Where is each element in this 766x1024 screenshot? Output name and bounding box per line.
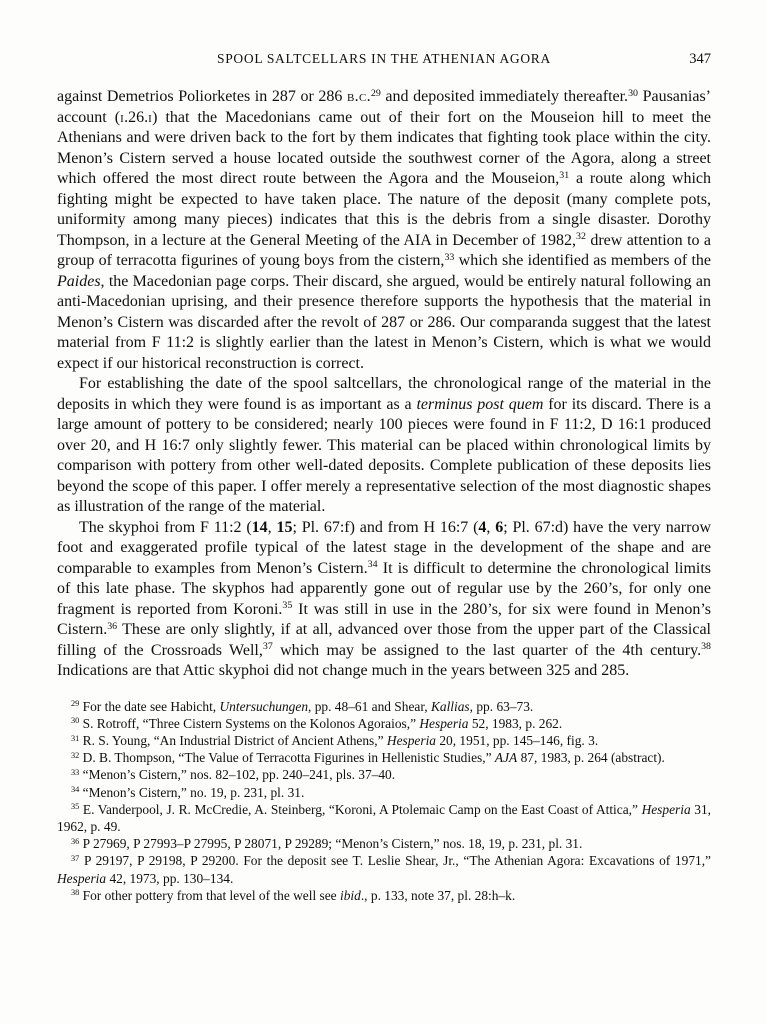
running-head (57, 51, 711, 67)
text-run: Paides (57, 272, 101, 290)
text-run: 4 (478, 518, 487, 536)
text-run: 20, 1951, pp. 145–146, fig. 3. (436, 732, 599, 748)
page-content (57, 0, 711, 904)
text-run: The skyphoi from F 11:2 ( (79, 518, 252, 536)
text-run: “Menon’s Cistern,” nos. 82–102, pp. 240–241, pls. 37–40. (82, 767, 396, 783)
text-run: Hesperia (386, 732, 436, 748)
footnote-ref: 38 (701, 641, 711, 653)
text-run: against Demetrios Poliorketes in 287 or 286 (57, 88, 348, 105)
footnote-number: 35 (71, 802, 80, 812)
text-run: Kallias (430, 698, 470, 714)
text-run: E. Vanderpool, J. R. McCredie, A. Steinberg, “Koroni, A Ptolemaic Camp on the East Coast of Attica,” (82, 801, 642, 817)
text-run: , the Macedonian page corps. Their discard, she argued, would be entirely natural following an anti-Macedonian uprising, and their presence therefore supports the hypothesis that the material in Menon’s Cistern was discarded after the revolt of 287 or 286. Our comparanda suggest that the latest material from F 11:2 is slightly earlier than the latest in Menon’s Cistern, which is what we would expect if our historical reconstruction is correct. (57, 272, 711, 372)
footnote-number: 30 (71, 716, 80, 726)
footnote (57, 784, 711, 801)
footnote (57, 887, 711, 904)
text-run: which may be assigned to the last quarter of the 4th century. (272, 641, 702, 659)
text-run: , (486, 518, 496, 536)
footnote (57, 852, 711, 886)
text-run: which she identified as members of the (454, 252, 712, 269)
text-run: i (120, 108, 125, 126)
text-run: Hesperia (419, 715, 469, 731)
text-run: “Menon’s Cistern,” no. 19, p. 231, pl. 31. (82, 784, 305, 800)
text-run: It was still in use in the 280’s, for six were found in Menon’s Cistern. (57, 600, 712, 638)
text-run: D. B. Thompson, “The Value of Terracotta Figurines in Hellenistic Studies,” (82, 750, 495, 766)
paragraph (57, 518, 711, 682)
footnote (57, 715, 711, 732)
text-run: , pp. 48–61 and Shear, (308, 698, 431, 714)
footnote-ref: 29 (370, 87, 381, 99)
text-run: ; Pl. 67:d) have the very narrow foot and exaggerated profile typical of the latest stage in the development of the shape and are comparable to examples from Menon’s Cistern. (57, 518, 712, 577)
footnote-number: 32 (71, 750, 80, 760)
text-run: 87, 1983, p. 264 (abstract). (517, 750, 665, 766)
text-run: and deposited immediately thereafter. (380, 88, 629, 105)
text-run: AJA (494, 750, 518, 766)
footnote-number: 29 (71, 699, 80, 709)
footnote-number: 37 (71, 854, 80, 864)
text-run: Indications are that Attic skyphoi did not change much in the years between 325 and 285. (57, 662, 630, 679)
text-run: 52, 1983, p. 262. (468, 715, 563, 731)
text-run: terminus post quem (416, 395, 544, 413)
footnote-ref: 36 (107, 620, 118, 632)
text-run: a route along which fighting might be expected to have taken place. The nature of the deposit (many complete pots, uniformity among many pieces) indicates that this is the debris from a single disaster. Dorothy Thompson, in a lecture at the General Meeting of the AIA in December of 1982, (57, 170, 712, 249)
text-run: for its discard. There is a large amount of pottery to be considered; nearly 100 pieces were found in F 11:2, D 16:1 produced over 20, and H 16:7 only slightly fewer. This material can be placed within chronological limits by comparison with pottery from other well-dated deposits. Complete publication of these deposits lies beyond the scope of this paper. I offer merely a representative selection of the most diagnostic shapes as illustration of the range of the material. (57, 395, 712, 515)
text-run: ibid (339, 887, 361, 903)
footnotes-list (57, 698, 711, 904)
running-head-title: SPOOL SALTCELLARS IN THE ATHENIAN AGORA (217, 51, 551, 66)
text-run: 42, 1973, pp. 130–134. (106, 870, 234, 886)
text-run: , (267, 518, 277, 536)
text-run: Hesperia (641, 801, 691, 817)
footnote (57, 766, 711, 783)
text-run: For establishing the date of the spool saltcellars, the chronological range of the material in the deposits in which they were found is as important as a (57, 375, 711, 413)
body-paragraphs (57, 87, 711, 682)
page-number: 347 (689, 51, 711, 67)
text-run: Pausanias’ account ( (57, 88, 712, 126)
paragraph (57, 87, 711, 374)
text-run: R. S. Young, “An Industrial District of Ancient Athens,” (82, 732, 387, 748)
footnote-number: 36 (71, 836, 80, 846)
footnote (57, 732, 711, 749)
text-run: For other pottery from that level of the well see (82, 887, 340, 903)
footnote-ref: 34 (367, 559, 378, 571)
footnote-ref: 32 (576, 231, 586, 243)
text-run: i (148, 108, 153, 126)
text-run: Untersuchungen (219, 698, 309, 714)
text-run: 15 (276, 518, 293, 536)
text-run: .26. (124, 108, 149, 126)
footnote (57, 698, 711, 715)
text-run: It is difficult to determine the chronological limits of this late phase. The skyphos had apparently gone out of regular use by the 260’s, for only one fragment is reported from Koroni. (57, 559, 712, 618)
text-run: , pp. 63–73. (469, 698, 534, 714)
footnote (57, 801, 711, 835)
footnote (57, 835, 711, 852)
footnote-number: 31 (71, 733, 80, 743)
text-run: drew attention to a group of terracotta figurines of young boys from the cistern, (57, 231, 711, 269)
footnote-ref: 33 (444, 251, 455, 263)
footnote (57, 749, 711, 766)
text-run: ) that the Macedonians came out of their fort on the Mouseion hill to meet the Athenians and were driven back to the fort by them indicates that fighting took place within the city. Menon’s Cistern served a house located outside the southwest corner of the Agora, along a street which offered the most direct route between the Agora and the Mouseion, (57, 108, 711, 187)
text-run: 31, 1962, p. 49. (57, 801, 711, 834)
text-run: P 29197, P 29198, P 29200. For the deposit see T. Leslie Shear, Jr., “The Athenian Agora: Excavations of 1971,” (83, 853, 711, 869)
text-run: Hesperia (57, 870, 107, 886)
footnote-ref: 35 (282, 600, 293, 612)
footnote-ref: 30 (628, 87, 638, 99)
text-run: b.c. (347, 88, 371, 105)
footnote-number: 38 (71, 888, 80, 898)
text-run: For the date see Habicht, (82, 698, 220, 714)
footnote-number: 33 (71, 768, 80, 777)
text-run: 6 (495, 518, 504, 536)
text-run: ., p. 133, note 37, pl. 28:h–k. (360, 887, 516, 903)
paragraph (57, 374, 711, 518)
footnote-number: 34 (71, 785, 80, 795)
text-run: ; Pl. 67:f) and from H 16:7 ( (292, 518, 479, 536)
footnote-ref: 37 (262, 641, 273, 653)
footnote-ref: 31 (559, 169, 570, 181)
text-run: 14 (251, 518, 268, 536)
text-run: These are only slightly, if at all, advanced over those from the upper part of the Classical filling of the Crossroads Well, (57, 621, 711, 659)
text-run: S. Rotroff, “Three Cistern Systems on the Kolonos Agoraios,” (82, 715, 420, 731)
text-run: P 27969, P 27993–P 27995, P 28071, P 29289; “Menon’s Cistern,” nos. 18, 19, p. 231, pl. 31. (82, 836, 583, 852)
